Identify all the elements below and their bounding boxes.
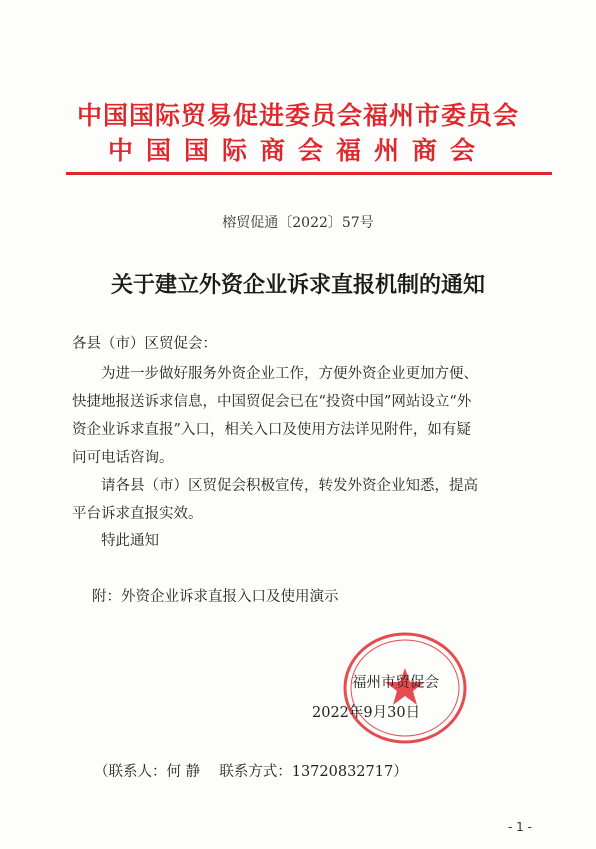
issue-date: 2022年9月30日 [312, 705, 421, 721]
paragraph-2 [72, 472, 532, 528]
paragraph-1-line: 资企业诉求直报”入口，相关入口及使用方法详见附件，如有疑 [72, 422, 471, 438]
page-number: - 1 - [508, 820, 532, 834]
header-org-line2: 中国国际商会福州商会 [107, 136, 488, 165]
issuer-name: 福州市贸促会 [352, 675, 439, 691]
header-red-rule [66, 172, 552, 175]
paragraph-1-line: 问可电话咨询。 [72, 450, 174, 466]
doc-number: 榕贸促通〔2022〕57号 [222, 215, 374, 231]
paragraph-1-line: 快捷地报送诉求信息，中国贸促会已在“投资中国”网站设立“外 [72, 394, 472, 410]
header-org-line1: 中国国际贸易促进委员会福州市委员会 [76, 101, 519, 130]
paragraph-2-line: 平台诉求直报实效。 [72, 506, 203, 522]
salutation: 各县（市）区贸促会： [72, 336, 217, 352]
paragraph-1 [72, 360, 532, 472]
paragraph-1-line: 为进一步做好服务外资企业工作，方便外资企业更加方便、 [101, 366, 478, 382]
doc-title: 关于建立外资企业诉求直报机制的通知 [110, 272, 485, 298]
paragraph-2-line: 请各县（市）区贸促会积极宣传，转发外资企业知悉，提高 [101, 478, 478, 494]
contact-info: （联系人：何 静 联系方式：13720832717） [94, 764, 408, 780]
attachment-note: 附：外资企业诉求直报入口及使用演示 [92, 589, 339, 605]
closing-text: 特此通知 [101, 533, 159, 549]
